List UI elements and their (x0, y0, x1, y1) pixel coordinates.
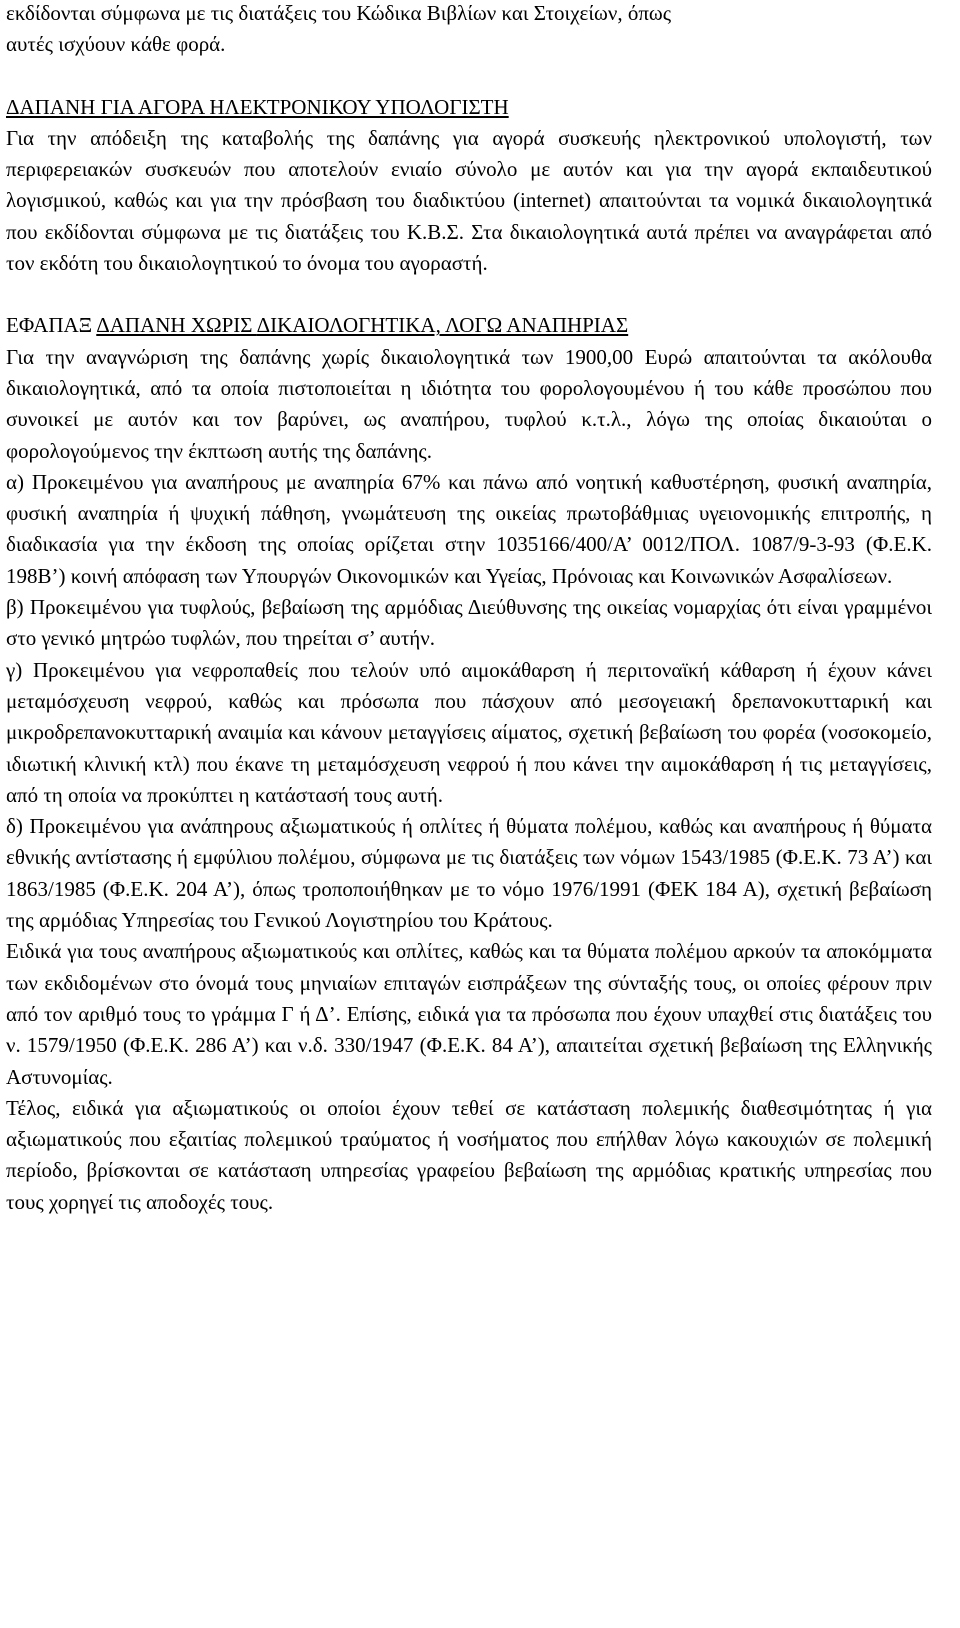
section-heading-computer: ΔΑΠΑΝΗ ΓΙΑ ΑΓΟΡΑ ΗΛΕΚΤΡΟΝΙΚΟΥ ΥΠΟΛΟΓΙΣΤΗ (6, 94, 509, 119)
paragraph-final: Τέλος, ειδικά για αξιωματικούς οι οποίοι έχουν τεθεί σε κατάσταση πολεμικής διαθεσιμότητας ή για αξιωματικούς που εξαιτίας πολεμικού τραύματος ή νοσήματος που επήλθαν λόγω κακουχιών σε πολεμική περίοδο, βρίσκονται σε κατάσταση υπηρεσίας γραφείου βεβαίωση της αρμόδιας κρατικής υπηρεσίας που τους χορηγεί τις αποδοχές τους. (6, 1095, 932, 1214)
heading-part-2: ΔΑΠΑΝΗ ΧΩΡΙΣ (96, 313, 257, 338)
section-heading-disability (6, 310, 932, 341)
paragraph-item-b: β) Προκειμένου για τυφλούς, βεβαίωση της αρμόδιας Διεύθυνσης της οικείας νομαρχίας ότι είναι γραμμένοι στο γενικό μητρώο τυφλών, που τηρείται σ’ αυτήν. (6, 595, 932, 651)
heading-part-3: ΔΙΚΑΙΟΛΟΓΗΤΙΚΑ, ΛΟΓΩ ΑΝΑΠΗΡΙΑΣ (256, 313, 629, 338)
paragraph-item-a: α) Προκειμένου για αναπήρους με αναπηρία 67% και πάνω από νοητική καθυστέρηση, φυσική αναπηρία, φυσική αναπηρία ή ψυχική πάθηση, γνωμάτευση της οικείας πρωτοβάθμιας υγειονομικής επιτροπής, η διαδικασία για την έκδοση της οποίας ορίζεται στην 1035166/400/Α’ 0012/ΠΟΛ. 1087/9-3-93 (Φ.Ε.Κ. 198Β’) κοινή απόφαση των Υπουργών Οικονομικών και Υγείας, Πρόνοιας και Κοινωνικών Ασφαλίσεων. (6, 469, 932, 588)
paragraph-item-c: γ) Προκειμένου για νεφροπαθείς που τελούν υπό αιμοκάθαρση ή περιτοναϊκή κάθαρση ή έχουν κάνει μεταμόσχευση νεφρού, καθώς και πρόσωπα που πάσχουν από μεσογειακή δρεπανοκυτταρική και μικροδρεπανοκυτταρική αναιμία και κάνουν μεταγγίσεις αίματος, σχετική βεβαίωση του φορέα (νοσοκομείο, ιδιωτική κλινική κτλ) που έκανε τη μεταμόσχευση νεφρού ή που κάνει την αιμοκάθαρση ή τις μεταγγίσεις, από τη οποία να προκύπτει η κατάστασή τους αυτή. (6, 657, 932, 807)
paragraph-requirements: Για την αναγνώριση της δαπάνης χωρίς δικαιολογητικά των 1900,00 Ευρώ απαιτούνται τα ακόλουθα δικαιολογητικά, από τα οποία πιστοποιείται η ιδιότητα του φορολογουμένου ή του κάθε προσώπου που συνοικεί με αυτόν και τον βαρύνει, ως αναπήρου, τυφλού κ.τ.λ., λόγω της οποίας δικαιούται ο φορολογούμενος την έκπτωση αυτής της δαπάνης. (6, 344, 932, 463)
paragraph-item-d: δ) Προκειμένου για ανάπηρους αξιωματικούς ή οπλίτες ή θύματα πολέμου, καθώς και αναπήρους ή θύματα εθνικής αντίστασης ή εμφύλιου πολέμου, σύμφωνα με τις διατάξεις των νόμων 1543/1985 (Φ.Ε.Κ. 73 Α’) και 1863/1985 (Φ.Ε.Κ. 204 Α’), όπως τροποποιήθηκαν με το νόμο 1976/1991 (ΦΕΚ 184 Α), σχετική βεβαίωση της αρμόδιας Υπηρεσίας του Γενικού Λογιστηρίου του Κράτους. (6, 814, 932, 933)
paragraph-special-officers: Ειδικά για τους αναπήρους αξιωματικούς και οπλίτες, καθώς και τα θύματα πολέμου αρκούν τα αποκόμματα των εκδιδομένων στο όνομά τους μηνιαίων επιταγών εισπράξεων της σύνταξής τους, οι οποίες φέρουν πριν από τον αριθμό τους το γράμμα Γ ή Δ’. Επίσης, ειδικά για τα πρόσωπα που έχουν υπαχθεί στις διατάξεις του ν. 1579/1950 (Φ.Ε.Κ. 286 Α’) και ν.δ. 330/1947 (Φ.Ε.Κ. 84 Α’), απαιτείται σχετική βεβαίωση της Ελληνικής Αστυνομίας. (6, 939, 932, 1089)
section-body-computer: Για την απόδειξη της καταβολής της δαπάνης για αγορά συσκευής ηλεκτρονικού υπολογιστή, των περιφερειακών συσκευών που αποτελούν ενιαίο σύνολο με αυτόν και για την αγορά εκπαιδευτικού λογισμικού, καθώς και για την πρόσβαση του διαδικτύου (internet) απαιτούνται τα νομικά δικαιολογητικά που εκδίδονται σύμφωνα με τις διατάξεις του Κ.Β.Σ. Στα δικαιολογητικά αυτά πρέπει να αναγράφεται από τον εκδότη του δικαιολογητικού το όνομα του αγοραστή. (6, 125, 932, 276)
heading-part-1: ΕΦΑΠΑΞ (6, 313, 97, 338)
intro-line-2: αυτές ισχύουν κάθε φορά. (6, 32, 226, 57)
intro-line-1: εκδίδονται σύμφωνα με τις διατάξεις του Κώδικα Βιβλίων και Στοιχείων, όπως (6, 1, 672, 25)
